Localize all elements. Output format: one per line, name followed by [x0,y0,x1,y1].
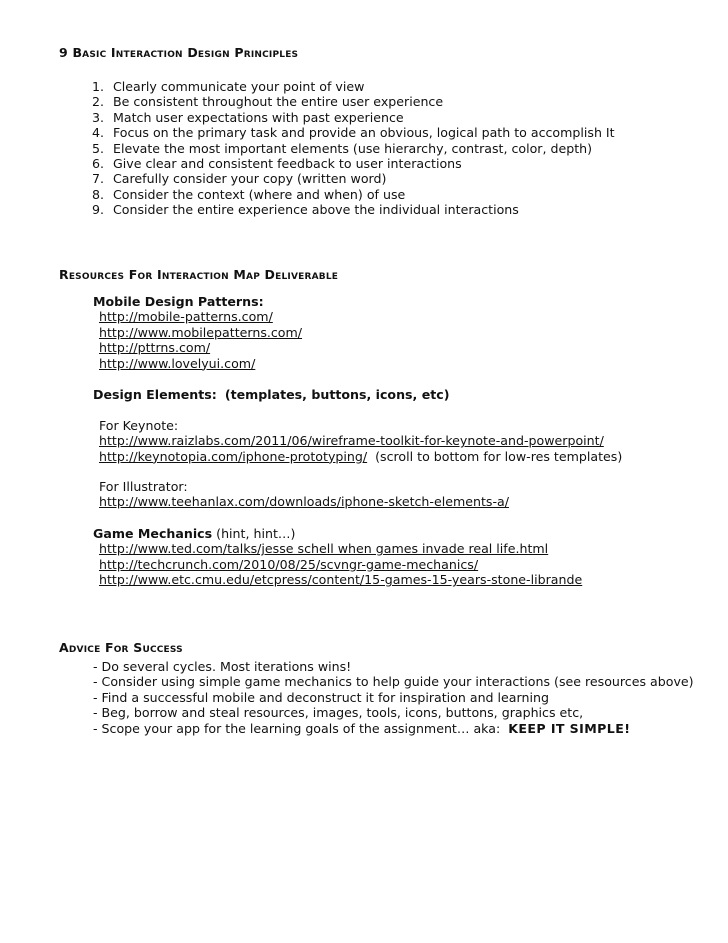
list-item [92,202,615,217]
game-mechanics-link[interactable]: http://techcrunch.com/2010/08/25/scvngr-game-mechanics/ [99,556,479,572]
list-item-text: Carefully consider your copy (written word) [113,171,387,187]
advice-item: - Do several cycles. Most iterations wins! [93,659,352,674]
design-elements-note: (templates, buttons, icons, etc) [224,387,450,402]
advice-heading: Advice For Success [59,640,183,655]
game-mechanics-title: Game Mechanics [93,526,213,541]
list-number: 2. [92,94,105,110]
principles-heading: 9 Basic Interaction Design Principles [59,45,299,60]
principles-list [92,79,615,218]
mobile-patterns-title: Mobile Design Patterns: [93,294,264,309]
illustrator-label: For Illustrator: [99,479,188,494]
mobile-patterns-link[interactable]: http://mobile-patterns.com/ [99,309,273,325]
list-number: 9. [92,202,105,218]
illustrator-link[interactable]: http://www.teehanlax.com/downloads/iphone-sketch-elements-a/ [99,494,509,510]
list-item [92,94,615,109]
keynote-label: For Keynote: [99,418,179,433]
advice-item: - Find a successful mobile and deconstruct it for inspiration and learning [93,689,549,705]
list-number: 7. [92,171,105,187]
list-item-text: Consider the context (where and when) of use [113,186,406,202]
design-elements-title-row [93,387,450,402]
mobile-patterns-link[interactable]: http://www.mobilepatterns.com/ [99,324,303,340]
list-item [92,125,615,140]
list-item-text: Focus on the primary task and provide an obvious, logical path to accomplish It [113,125,615,141]
advice-list [93,659,694,736]
list-item-text: Give clear and consistent feedback to user interactions [113,156,462,172]
keynote-link[interactable]: http://keynotopia.com/iphone-prototyping/ [99,448,368,464]
game-mechanics-block [93,526,582,588]
keep-it-simple-emphasis: KEEP IT SIMPLE! [508,720,631,736]
mobile-patterns-link[interactable]: http://www.lovelyui.com/ [99,355,256,371]
list-item-text: Elevate the most important elements (use hierarchy, contrast, color, depth) [113,140,593,156]
advice-item: - Consider using simple game mechanics to help guide your interactions (see resources above) [93,674,694,690]
list-item [92,141,615,156]
game-mechanics-link[interactable]: http://www.etc.cmu.edu/etcpress/content/15-games-15-years-stone-librande [99,572,583,588]
game-mechanics-link[interactable]: http://www.ted.com/talks/jesse schell when games invade real life.html [99,541,549,557]
keynote-block [93,418,622,464]
list-number: 5. [92,140,105,156]
advice-item [93,721,694,736]
resources-heading: Resources For Interaction Map Deliverable [59,267,339,282]
list-item-text: Clearly communicate your point of view [113,79,365,94]
list-item [92,110,615,125]
list-item [92,79,615,94]
list-item-text: Be consistent throughout the entire user experience [113,94,444,110]
list-number: 1. [92,79,105,94]
list-number: 8. [92,186,105,202]
design-elements-title: Design Elements: [93,387,217,402]
game-mechanics-note: (hint, hint…) [216,526,296,541]
list-number: 4. [92,125,105,141]
keynote-note: (scroll to bottom for low-res templates) [375,448,623,464]
advice-item: - Beg, borrow and steal resources, images, tools, icons, buttons, graphics etc, [93,705,584,721]
list-number: 3. [92,109,105,125]
advice-item-text: - Scope your app for the learning goals of the assignment… aka: [93,720,501,736]
list-item-text: Consider the entire experience above the individual interactions [113,202,519,218]
list-item [92,187,615,202]
mobile-patterns-link[interactable]: http://pttrns.com/ [99,340,211,356]
list-item [92,156,615,171]
list-number: 6. [92,156,105,172]
keynote-link[interactable]: http://www.raizlabs.com/2011/06/wireframe-toolkit-for-keynote-and-powerpoint/ [99,433,604,449]
mobile-patterns-block [93,294,302,371]
list-item [92,171,615,186]
list-item-text: Match user expectations with past experience [113,109,404,125]
illustrator-block [93,479,509,510]
